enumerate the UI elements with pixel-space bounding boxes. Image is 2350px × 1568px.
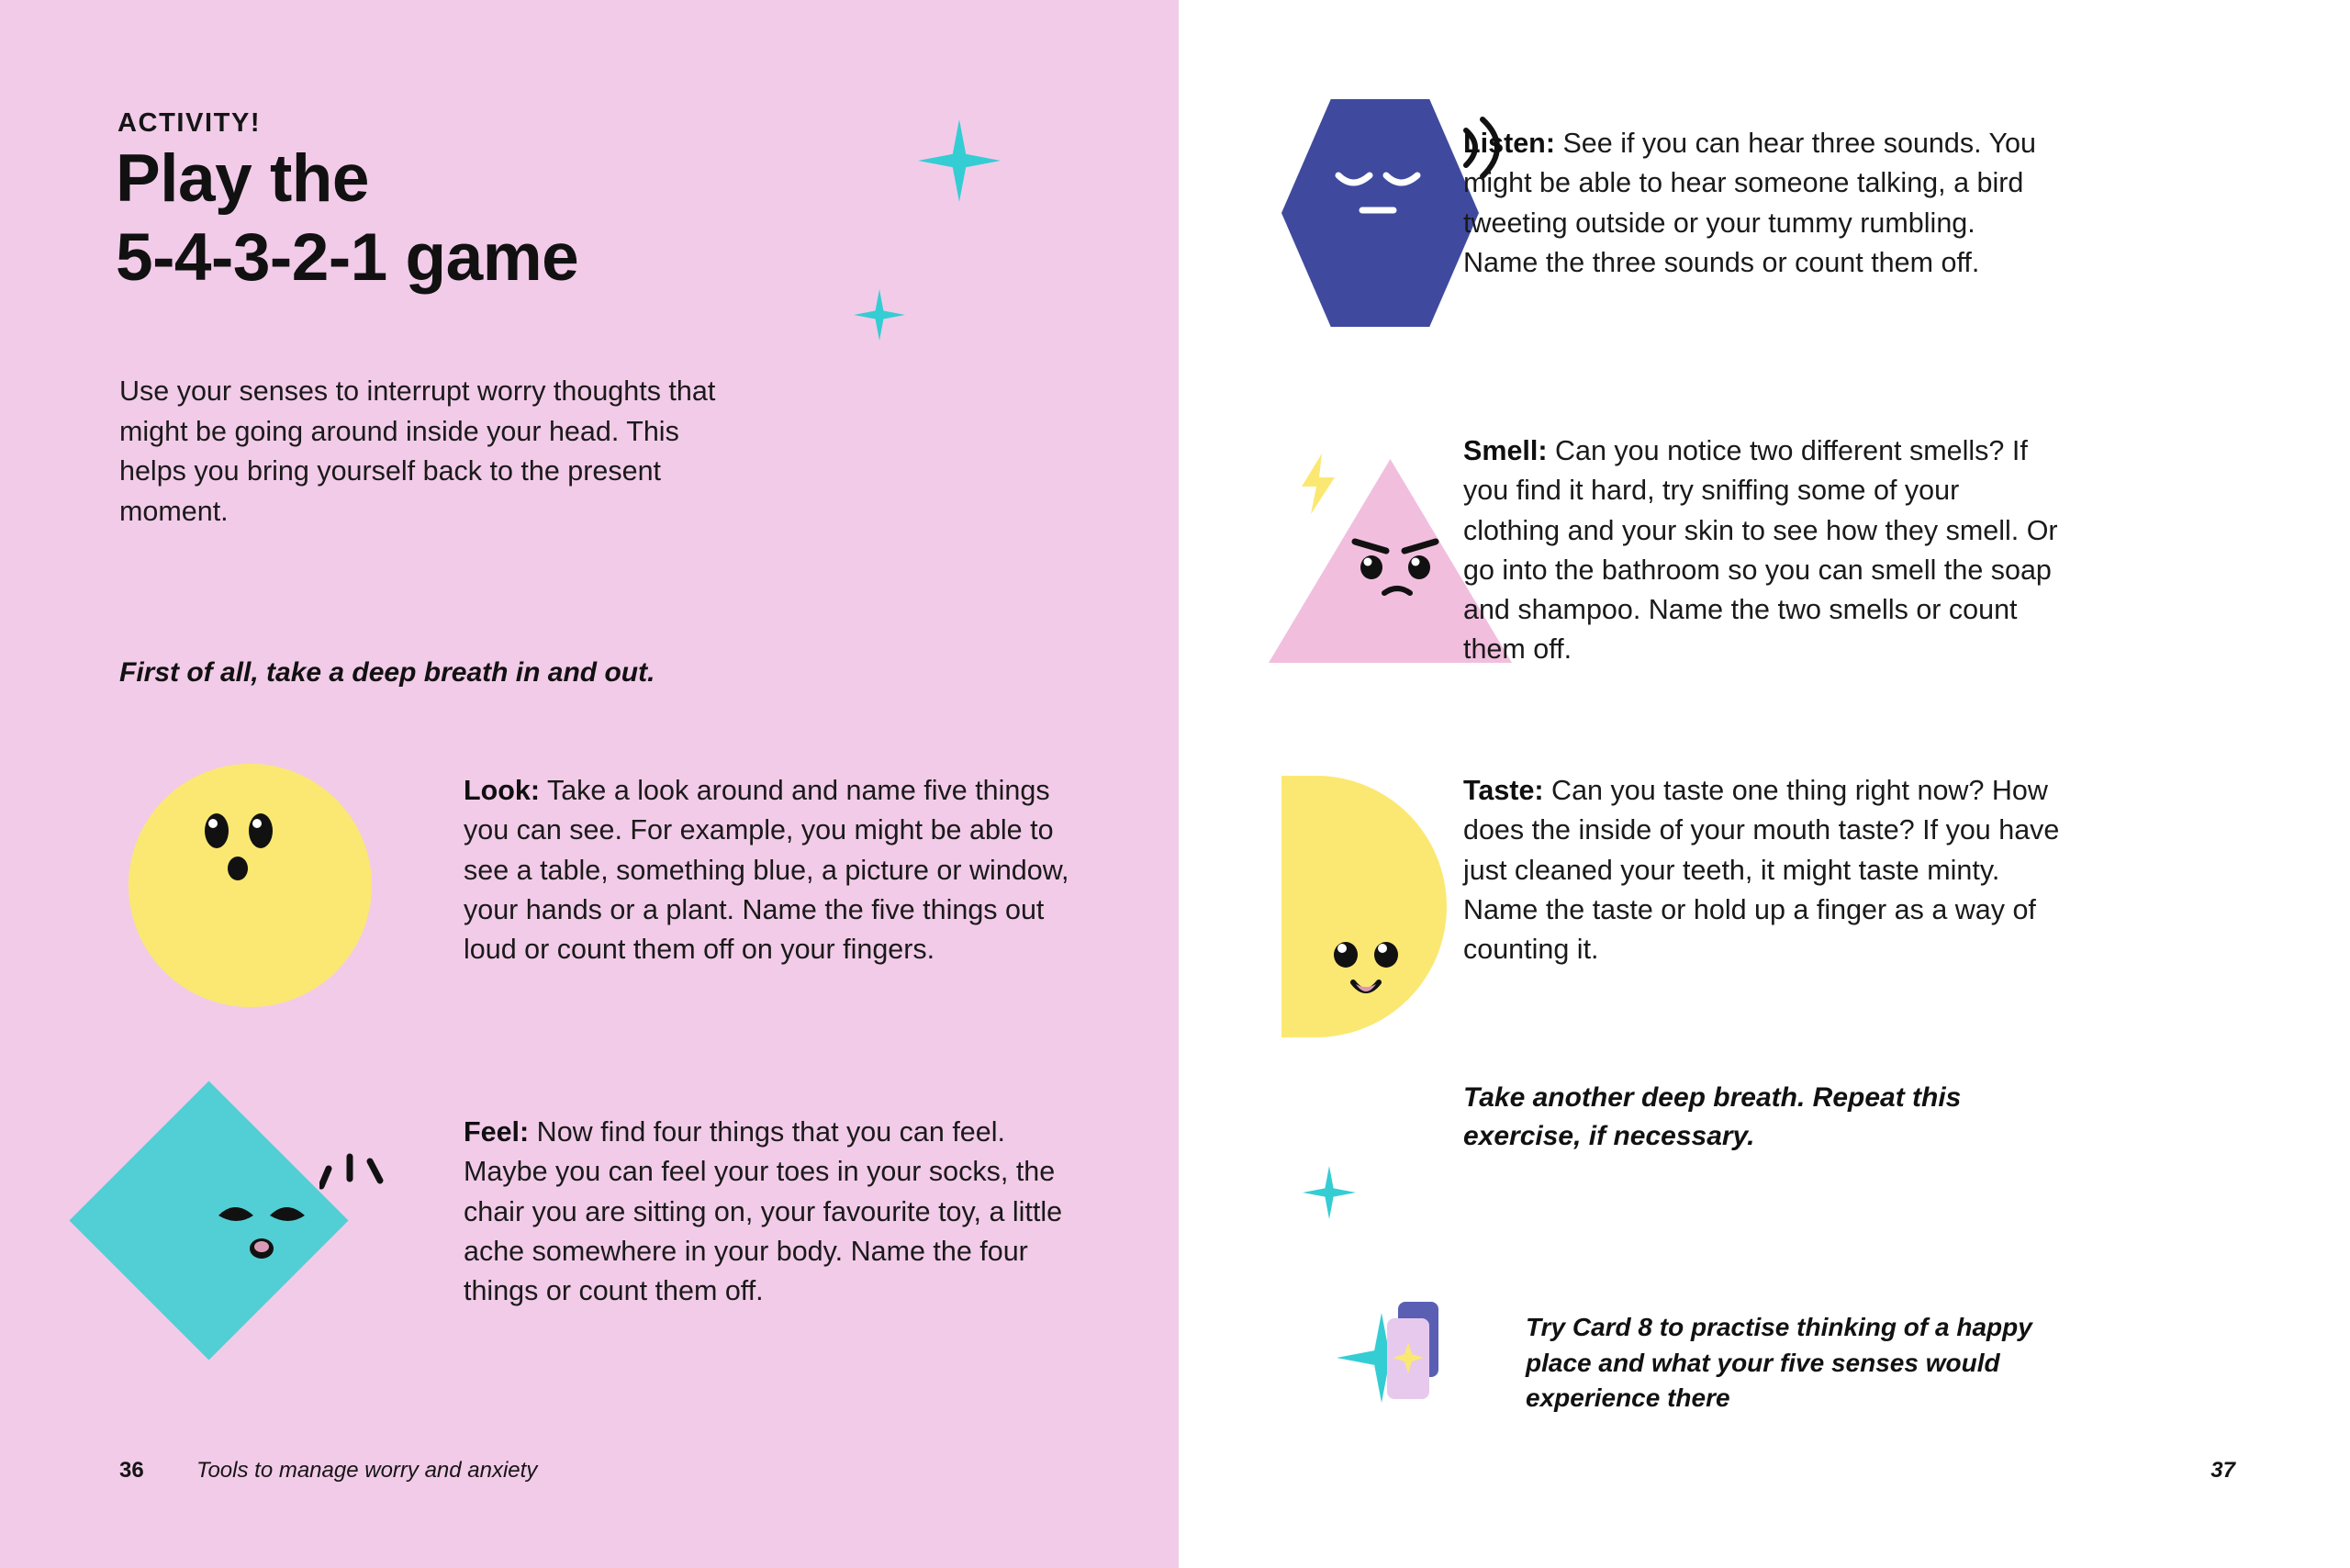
- look-character-circle: [129, 764, 372, 1007]
- look-label: Look:: [464, 775, 541, 806]
- taste-body: Can you taste one thing right now? How does the inside of your mouth taste? If you have just cleaned your teeth, it might taste minty. Name the taste or hold up a finger as a way of counting it.: [1463, 775, 2060, 966]
- page-number-right: 37: [2210, 1458, 2235, 1483]
- look-body: Take a look around and name five things you can see. For example, you might be able to see a table, something blue, a picture or window, your hands or a plant. Name the five things out loud or count them off on your fingers.: [464, 775, 1069, 966]
- footer-chapter-note: Tools to manage worry and anxiety: [196, 1458, 538, 1483]
- taste-label: Taste:: [1463, 775, 1544, 806]
- feel-label: Feel:: [464, 1116, 530, 1148]
- sparkle-icon: [1303, 1166, 1356, 1219]
- card-icon: [1385, 1302, 1449, 1403]
- first-breath-instruction: First of all, take a deep breath in and out.: [119, 657, 655, 688]
- sparkle-icon: [854, 289, 905, 341]
- right-page: [1179, 0, 2350, 1568]
- smell-body: Can you notice two different smells? If you find it hard, try sniffing some of your clothing and your skin to see how they smell. Or go into the bathroom so you can smell the soap and shampoo. Name the two smells or count them off.: [1463, 435, 2058, 666]
- lightning-bolt-icon: [1296, 452, 1340, 516]
- page-title: [116, 140, 758, 297]
- sparkle-icon: [918, 119, 1001, 202]
- page-title-line-1: Play the: [116, 141, 369, 216]
- repeat-instruction: Take another deep breath. Repeat this exercise, if necessary.: [1463, 1082, 1962, 1151]
- smell-item-text: [1463, 431, 2060, 670]
- feel-character-diamond: [69, 1081, 348, 1360]
- smell-label: Smell:: [1463, 435, 1548, 466]
- listen-label: Listen:: [1463, 128, 1555, 159]
- listen-item-text: [1463, 124, 2055, 283]
- taste-item-text: [1463, 771, 2060, 969]
- listen-body: See if you can hear three sounds. You might be able to hear someone talking, a bird tweeting outside or your tummy rumbling. Name the three sounds or count them off.: [1463, 128, 2036, 278]
- listen-character-hexagon: [1281, 99, 1479, 327]
- motion-lines-icon: [319, 1118, 402, 1192]
- page-title-line-2: 5-4-3-2-1 game: [116, 220, 579, 296]
- feel-body: Now find four things that you can feel. Maybe you can feel your toes in your socks, the chair you are sitting on, your favourite toy, a little ache somewhere in your body. Name the four things or count them off.: [464, 1116, 1063, 1307]
- card-cross-reference-note: Try Card 8 to practise thinking of a happy place and what your five senses would experience there: [1526, 1313, 2032, 1413]
- page-number-left: 36: [119, 1458, 144, 1483]
- activity-kicker: ACTIVITY!: [118, 108, 262, 138]
- feel-item-text: [464, 1113, 1069, 1311]
- intro-paragraph: Use your senses to interrupt worry thoughts that might be going around inside your head. This helps you bring yourself back to the present moment.: [119, 375, 716, 527]
- taste-character-halfcircle: [1281, 776, 1447, 1037]
- look-item-text: [464, 771, 1069, 969]
